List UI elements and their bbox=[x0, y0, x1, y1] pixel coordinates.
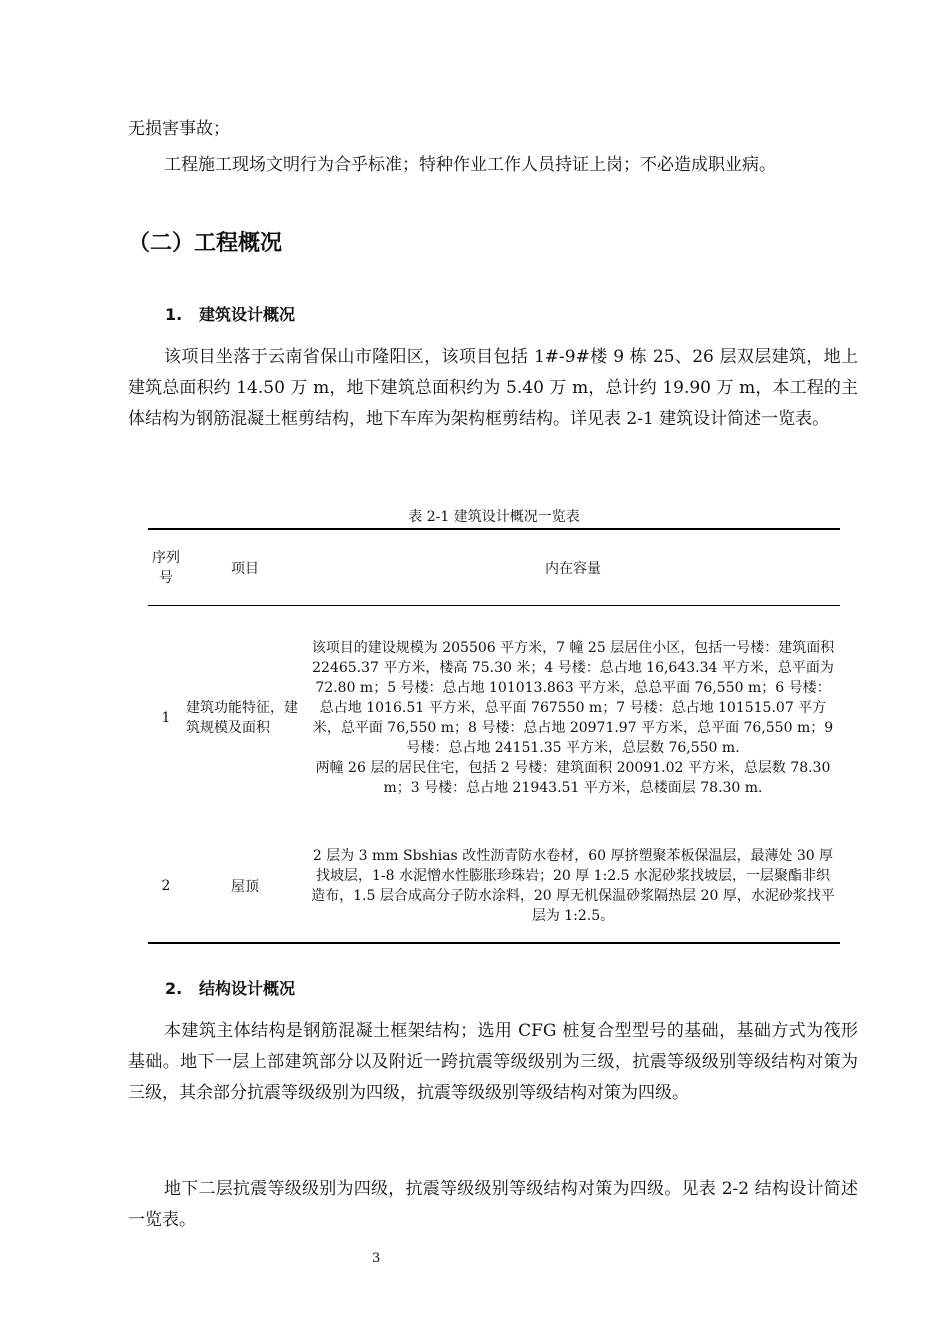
row-1-content bbox=[306, 606, 840, 831]
page-number: 3 bbox=[372, 1251, 381, 1266]
intro-line-2: 工程施工现场文明行为合乎标准；特种作业工作人员持证上岗；不必造成职业病。 bbox=[164, 155, 776, 175]
subsection-2-paragraph-1: 本建筑主体结构是钢筋混凝土框架结构；选用 CFG 桩复合型型号的基础，基础方式为筏形基础。地下一层上部建筑部分以及附近一跨抗震等级级别为三级，抗震等级级别等级结构对策为三级，其余部分抗震等级级别为四级，抗震等级级别等级结构对策为四级。 bbox=[128, 1021, 858, 1103]
subsection-1-title: 建筑设计概况 bbox=[199, 305, 296, 324]
row-1-content-part-b: 两幢 26 层的居民住宅，包括 2 号楼：建筑面积 20091.02 平方米，总层数 78.30 m；3 号楼：总占地 21943.51 平方米，总楼面层 78.30 m. bbox=[315, 760, 831, 796]
row-2-content-text: 2 层为 3 mm Sbshias 改性沥青防水卷材，60 厚挤塑聚苯板保温层，最薄处 30 厚找坡层，1-8 水泥憎水性膨胀珍珠岩；20 厚 1:2.5 水泥砂浆找坡层，一层聚酯非织造布，1.5 层合成高分子防水涂料，20 厚无机保温砂浆隔热层 20 厚，水泥砂浆找平层为 1:2.5。 bbox=[311, 848, 835, 924]
row-1-no: 1 bbox=[161, 710, 171, 726]
header-item: 项目 bbox=[184, 529, 306, 606]
building-design-table bbox=[148, 528, 840, 944]
table-header-row bbox=[148, 529, 840, 606]
subsection-2-heading bbox=[165, 976, 295, 999]
section-heading: （二）工程概况 bbox=[128, 231, 283, 256]
table-caption: 表 2-1 建筑设计概况一览表 bbox=[408, 509, 580, 525]
subsection-2-number: 2. bbox=[165, 979, 183, 998]
row-2-no: 2 bbox=[161, 878, 171, 894]
row-1-item: 建筑功能特征，建筑规模及面积 bbox=[186, 700, 298, 736]
subsection-2-paragraph-2: 地下二层抗震等级级别为四级，抗震等级级别等级结构对策为四级。见表 2-2 结构设计简述一览表。 bbox=[128, 1179, 858, 1230]
intro-line-1: 无损害事故； bbox=[128, 119, 230, 139]
subsection-1-paragraph: 该项目坐落于云南省保山市隆阳区，该项目包括 1#-9#楼 9 栋 25、26 层双层建筑，地上建筑总面积约 14.50 万 m，地下建筑总面积约为 5.40 万 m，总计约 19.90 万 m，本工程的主体结构为钢筋混凝土框剪结构，地下车库为架构框剪结构。详见表 2-1 建筑设计简述一览表。 bbox=[128, 347, 858, 429]
subsection-2-title: 结构设计概况 bbox=[199, 979, 296, 998]
table-row bbox=[148, 606, 840, 831]
row-2-content bbox=[306, 830, 840, 943]
subsection-1-heading bbox=[165, 302, 295, 325]
header-no: 序列号 bbox=[148, 529, 184, 606]
subsection-1-number: 1. bbox=[165, 305, 183, 324]
row-2-item: 屋顶 bbox=[231, 879, 259, 895]
row-1-content-part-a: 该项目的建设规模为 205506 平方米，7 幢 25 层居住小区，包括一号楼：建筑面积 22465.37 平方米，楼高 75.30 米；4 号楼：总占地 16,643.34 平方米，总平面为 72.80 m；5 号楼：总占地 101013.863 平方米，总总平面 76,550 m；6 号楼：总占地 1016.51 平方米，总平面 767550 m；7 号楼：总占地 101515.07 平方米，总平面 76,550 m；8 号楼：总占地 20971.97 平方米，总平面 76,550 m；9 号楼：总占地 24151.35 平方米，总层数 76,550 m. bbox=[311, 640, 835, 756]
header-content: 内在容量 bbox=[306, 529, 840, 606]
table-row bbox=[148, 830, 840, 943]
